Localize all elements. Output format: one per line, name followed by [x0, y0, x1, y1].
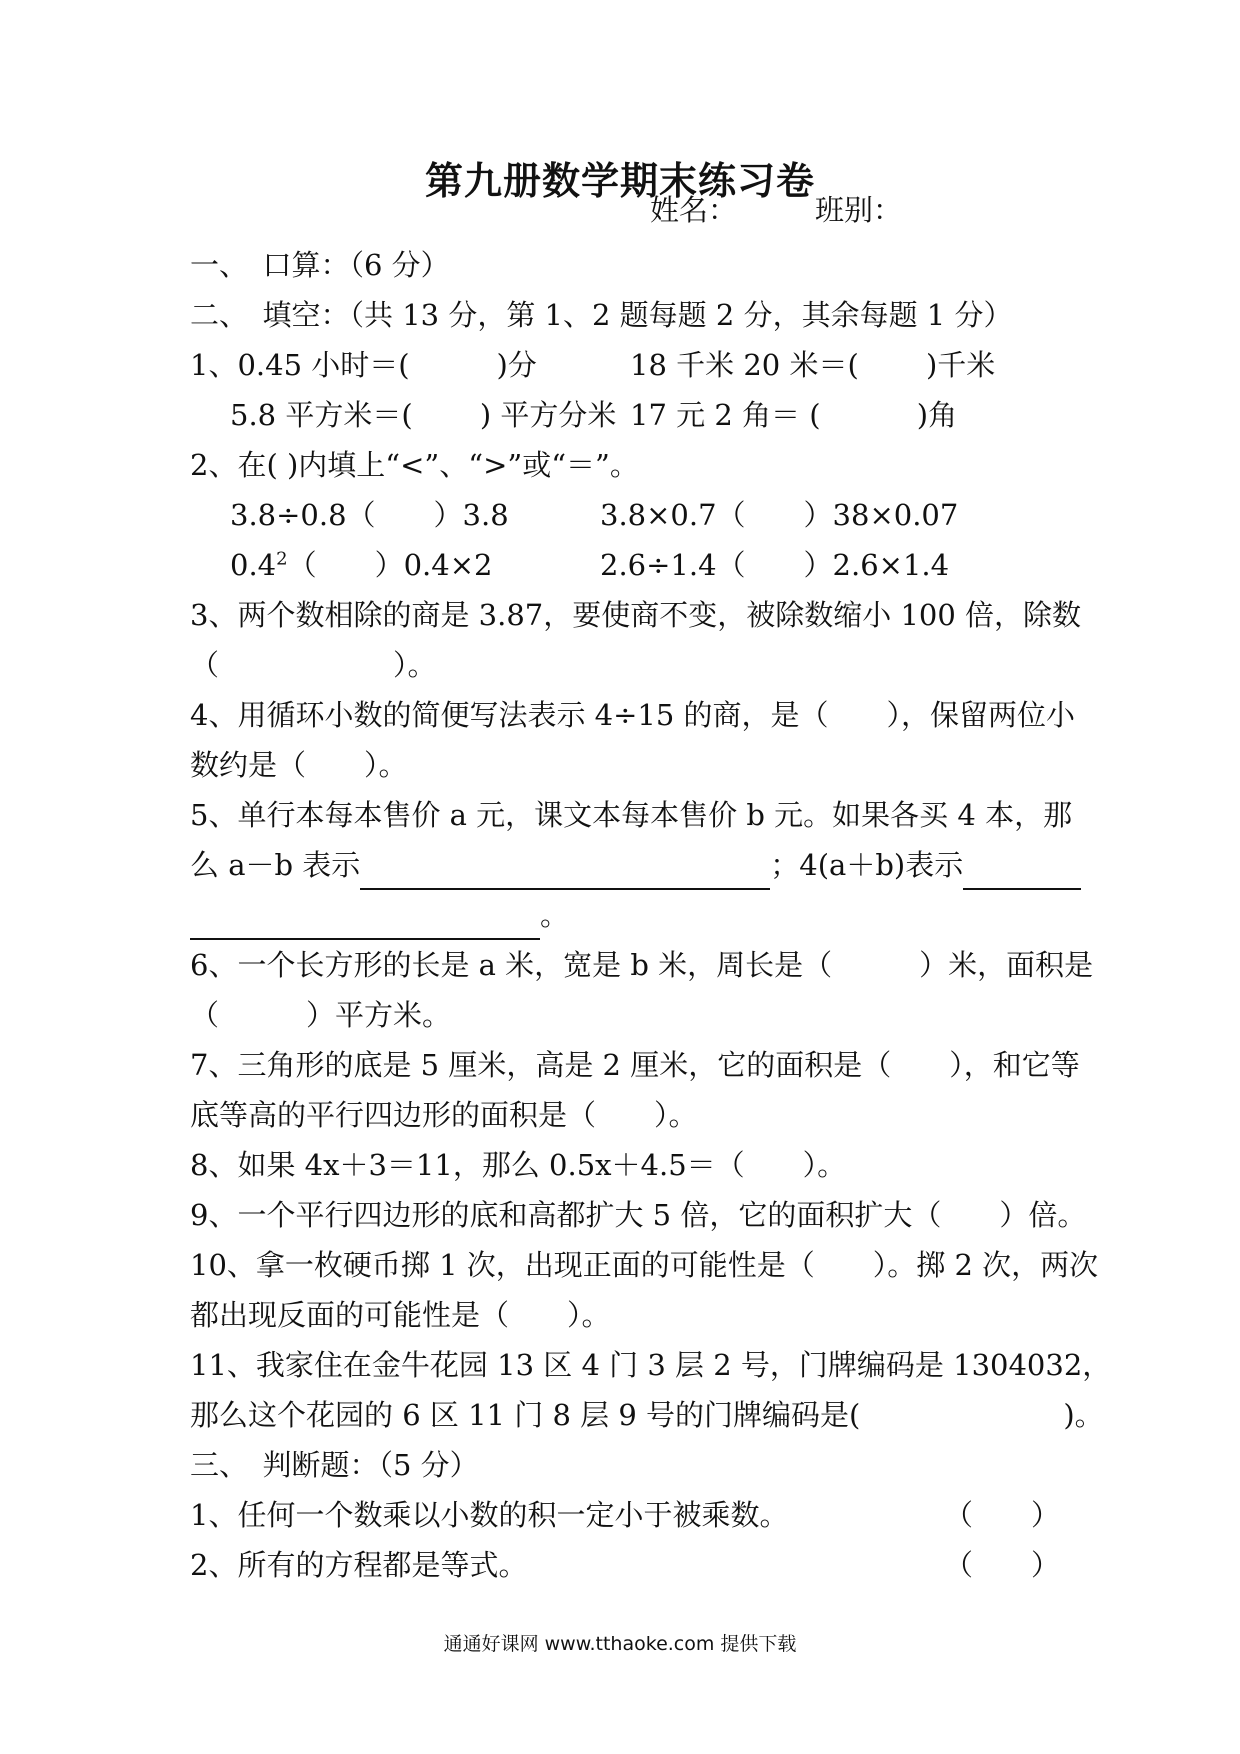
exponent: 2	[276, 548, 288, 570]
judge-item-text: 2、所有的方程都是等式。	[190, 1548, 528, 1582]
q2-item-d: 2.6÷1.4（ ）2.6×1.4	[600, 548, 950, 582]
answer-underline	[190, 904, 540, 940]
question-8: 8、如果 4x＋3＝11，那么 0.5x＋4.5＝（ ）。	[190, 1148, 847, 1182]
q2-item-b: 3.8×0.7（ ）38×0.07	[600, 498, 959, 532]
question-6-line-2: （ ）平方米。	[190, 998, 452, 1032]
q5-part-b: ；4(a＋b)表示	[770, 848, 964, 882]
judge-item-text: 1、任何一个数乘以小数的积一定小于被乘数。	[190, 1498, 789, 1532]
section-three-heading: 三、 判断题：（5 分）	[190, 1448, 479, 1482]
page-footer: 通通好课网 www.tthaoke.com 提供下载	[443, 1633, 797, 1655]
name-label: 姓名：	[650, 193, 738, 227]
section-one-heading: 一、 口算：（6 分）	[190, 248, 450, 282]
class-label: 班别：	[815, 193, 903, 227]
judge-item	[190, 1490, 1060, 1540]
question-2-stem: 2、在( )内填上“<”、“>”或“＝”。	[190, 448, 639, 482]
judge-answer-blank: （ ）	[943, 1498, 1060, 1532]
question-3-line-2: （ ）。	[190, 648, 437, 682]
exam-title: 第九册数学期末练习卷	[424, 159, 815, 203]
question-5-line-2	[190, 840, 1060, 890]
question-4-line-2: 数约是（ ）。	[190, 748, 408, 782]
question-7-line-1: 7、三角形的底是 5 厘米，高是 2 厘米，它的面积是（ ），和它等	[190, 1048, 1080, 1082]
question-5-line-1: 5、单行本每本售价 a 元，课文本每本售价 b 元。如果各买 4 本，那	[190, 798, 1073, 832]
q2-item-c: $0.4^2$（ ）0.4×2	[230, 548, 493, 582]
q5-end-mark: 。	[540, 898, 570, 932]
question-9: 9、一个平行四边形的底和高都扩大 5 倍，它的面积扩大（ ）倍。	[190, 1198, 1087, 1232]
q1-item-c: 5.8 平方米＝( ) 平方分米	[230, 398, 617, 432]
question-3-line-1: 3、两个数相除的商是 3.87，要使商不变，被除数缩小 100 倍，除数	[190, 598, 1082, 632]
question-1-row-2	[230, 390, 1060, 440]
question-11-line-1: 11、我家住在金牛花园 13 区 4 门 3 层 2 号，门牌编码是 1304032，	[190, 1348, 1112, 1382]
section-two-heading: 二、 填空：（共 13 分，第 1、2 题每题 2 分，其余每题 1 分）	[190, 298, 1013, 332]
q5-part-a: 么 a－b 表示	[190, 848, 361, 882]
question-10-line-1: 10、拿一枚硬币掷 1 次，出现正面的可能性是（ ）。掷 2 次，两次	[190, 1248, 1099, 1282]
answer-underline	[360, 854, 770, 890]
question-2-row-1	[230, 490, 1060, 540]
question-4-line-1: 4、用循环小数的简便写法表示 4÷15 的商，是（ ），保留两位小	[190, 698, 1076, 732]
q1-item-a: 1、0.45 小时＝( )分	[190, 348, 537, 382]
judge-item	[190, 1540, 1060, 1590]
q2-item-a: 3.8÷0.8（ ）3.8	[230, 498, 509, 532]
judge-answer-blank: （ ）	[943, 1548, 1060, 1582]
student-info-row	[190, 185, 1060, 235]
question-10-line-2: 都出现反面的可能性是（ ）。	[190, 1298, 611, 1332]
question-6-line-1: 6、一个长方形的长是 a 米，宽是 b 米，周长是（ ）米，面积是	[190, 948, 1094, 982]
question-2-row-2	[230, 540, 1060, 590]
q1-item-b: 18 千米 20 米＝( )千米	[630, 348, 996, 382]
question-7-line-2: 底等高的平行四边形的面积是（ ）。	[190, 1098, 698, 1132]
question-11-line-2: 那么这个花园的 6 区 11 门 8 层 9 号的门牌编码是( )。	[190, 1398, 1104, 1432]
question-5-line-3	[190, 890, 1060, 940]
question-1-row-1	[190, 340, 1060, 390]
answer-underline	[963, 854, 1081, 890]
q1-item-d: 17 元 2 角＝ ( )角	[630, 398, 958, 432]
